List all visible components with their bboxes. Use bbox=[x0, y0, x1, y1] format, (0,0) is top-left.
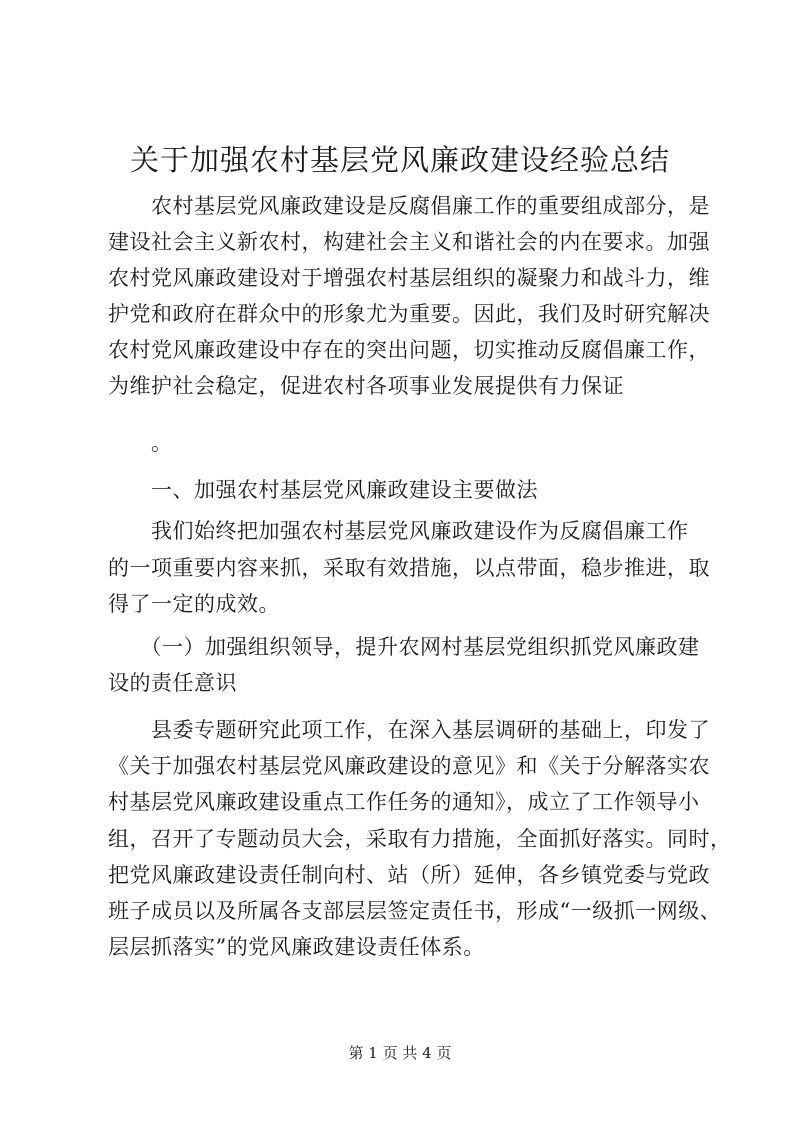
subsection-heading: 设的责任意识 bbox=[108, 671, 237, 695]
page-number-footer: 第 1 页 共 4 页 bbox=[348, 1044, 452, 1062]
body-line: 村基层党风廉政建设重点工作任务的通知》，成立了工作领导小 bbox=[108, 790, 700, 814]
document-title: 关于加强农村基层党风廉政建设经验总结 bbox=[129, 143, 670, 177]
body-line: 层层抓落实”的党风廉政建设责任体系。 bbox=[108, 935, 485, 959]
body-line: 农村基层党风廉政建设是反腐倡廉工作的重要组成部分，是 bbox=[108, 194, 710, 218]
body-line: 农村党风廉政建设中存在的突出问题，切实推动反腐倡廉工作， bbox=[108, 338, 710, 362]
body-line: 。 bbox=[108, 431, 173, 455]
section-heading: 一、加强农村基层党风廉政建设主要做法 bbox=[108, 478, 538, 502]
body-line: 《关于加强农村基层党风廉政建设的意见》和《关于分解落实农 bbox=[108, 754, 710, 778]
body-line: 农村党风廉政建设对于增强农村基层组织的凝聚力和战斗力，维 bbox=[108, 266, 710, 290]
body-line: 建设社会主义新农村，构建社会主义和谐社会的内在要求。加强 bbox=[108, 230, 710, 254]
body-line: 的一项重要内容来抓，采取有效措施，以点带面，稳步推进，取 bbox=[108, 556, 710, 580]
body-line: 得了一定的成效。 bbox=[108, 592, 280, 616]
body-line: 护党和政府在群众中的形象尤为重要。因此，我们及时研究解决 bbox=[108, 302, 710, 326]
body-line: 我们始终把加强农村基层党风廉政建设作为反腐倡廉工作 bbox=[108, 519, 689, 543]
subsection-heading: （一）加强组织领导，提升农网村基层党组织抓党风廉政建 bbox=[108, 635, 700, 659]
body-line: 班子成员以及所属各支部层层签定责任书，形成“一级抓一网级、 bbox=[108, 899, 722, 923]
body-line: 为维护社会稳定，促进农村各项事业发展提供有力保证 bbox=[108, 374, 624, 398]
body-line: 组，召开了专题动员大会，采取有力措施，全面抓好落实。同时， bbox=[108, 827, 732, 851]
body-line: 把党风廉政建设责任制向村、站（所）延伸，各乡镇党委与党政 bbox=[108, 863, 710, 887]
body-line: 县委专题研究此项工作，在深入基层调研的基础上，印发了 bbox=[108, 718, 710, 742]
